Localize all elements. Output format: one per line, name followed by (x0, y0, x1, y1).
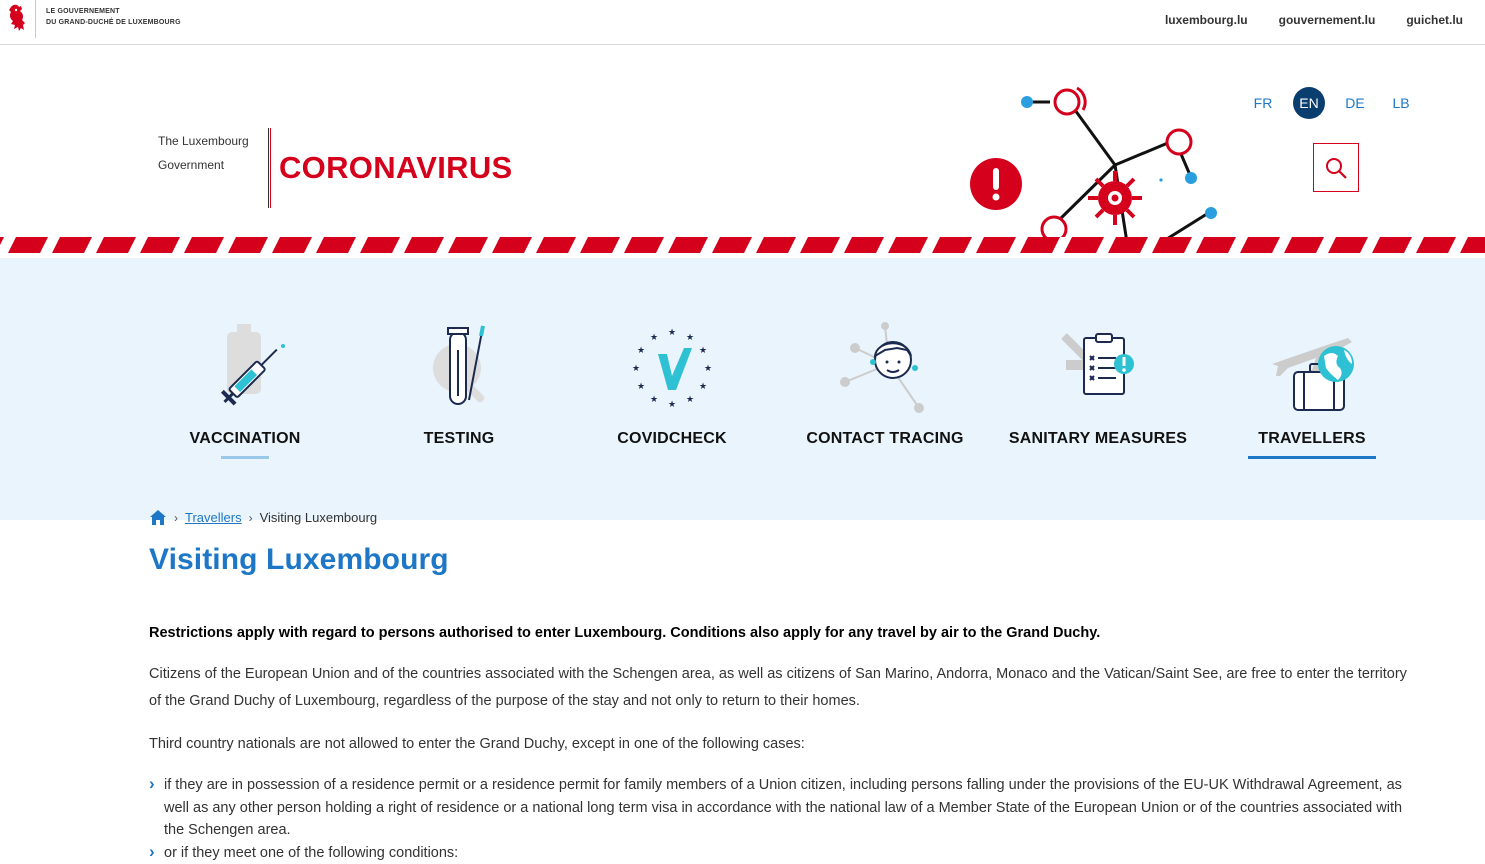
link-luxembourg-lu[interactable]: luxembourg.lu (1165, 13, 1248, 27)
paragraph-third-country: Third country nationals are not allowed to enter the Grand Duchy, except in one of the following cases: (149, 731, 1414, 758)
list-item: › or if they meet one of the following conditions: (149, 842, 1414, 864)
search-icon (1324, 156, 1348, 180)
search-button[interactable] (1313, 143, 1359, 192)
government-name[interactable] (46, 6, 181, 28)
government-top-bar (0, 0, 1485, 45)
gov-name-line2: DU GRAND-DUCHÉ DE LUXEMBOURG (46, 17, 181, 28)
svg-text:★: ★ (668, 400, 676, 410)
gov-logo-divider (35, 0, 36, 38)
nav-contact-tracing-label: CONTACT TRACING (785, 430, 985, 448)
brand-line2: Government (158, 153, 258, 177)
red-lion-logo-icon[interactable] (4, 3, 30, 35)
lang-fr[interactable]: FR (1240, 87, 1286, 119)
conditions-list (149, 774, 1414, 864)
hazard-tape-divider (0, 237, 1485, 253)
link-gouvernement-lu[interactable]: gouvernement.lu (1279, 13, 1376, 27)
suitcase-globe-icon (1264, 320, 1360, 416)
nav-sanitary-measures[interactable] (998, 320, 1198, 462)
syringe-icon (197, 320, 293, 416)
virus-network-illustration-icon (965, 80, 1225, 245)
brand-subtitle[interactable] (158, 129, 258, 177)
lead-paragraph: Restrictions apply with regard to persons authorised to enter Luxembourg. Conditions also apply for any travel by air to the Grand Duchy. (149, 620, 1414, 647)
nav-covidcheck[interactable] (572, 320, 772, 462)
svg-text:★: ★ (650, 395, 658, 405)
nav-vaccination-label: VACCINATION (145, 430, 345, 448)
nav-contact-tracing[interactable] (785, 320, 985, 462)
theme-navigation (0, 258, 1485, 520)
nav-travellers-active-indicator (1248, 456, 1376, 459)
checklist-icon (1050, 320, 1146, 416)
page-title: Visiting Luxembourg (149, 543, 449, 577)
svg-text:★: ★ (686, 333, 694, 343)
article-content (149, 620, 1414, 864)
brand-divider (268, 128, 271, 208)
language-switcher (1240, 87, 1424, 119)
nav-testing[interactable] (359, 320, 559, 462)
svg-text:★: ★ (632, 364, 640, 374)
nav-sanitary-measures-label: SANITARY MEASURES (998, 430, 1198, 448)
portal-links (1165, 13, 1463, 27)
svg-text:★: ★ (637, 382, 645, 392)
lang-de[interactable]: DE (1332, 87, 1378, 119)
nav-vaccination-hover-indicator (221, 456, 269, 459)
lang-en[interactable]: EN (1293, 87, 1325, 119)
lang-lb[interactable]: LB (1378, 87, 1424, 119)
svg-text:★: ★ (699, 346, 707, 356)
link-guichet-lu[interactable]: guichet.lu (1406, 13, 1463, 27)
nav-vaccination[interactable] (145, 320, 345, 462)
breadcrumb (149, 509, 377, 526)
nav-travellers-label: TRAVELLERS (1212, 430, 1412, 448)
svg-text:★: ★ (699, 382, 707, 392)
contact-tracing-icon (837, 320, 933, 416)
nav-travellers[interactable] (1212, 320, 1412, 462)
site-header (0, 45, 1485, 240)
svg-text:★: ★ (637, 346, 645, 356)
nav-covidcheck-label: COVIDCHECK (572, 430, 772, 448)
breadcrumb-chevron-icon: › (174, 511, 178, 525)
test-tube-icon (411, 320, 507, 416)
home-icon[interactable] (149, 509, 167, 526)
breadcrumb-chevron-icon: › (249, 511, 253, 525)
breadcrumb-travellers-link[interactable]: Travellers (185, 510, 242, 525)
gov-name-line1: LE GOUVERNEMENT (46, 6, 181, 17)
svg-text:★: ★ (650, 333, 658, 343)
site-title[interactable]: CORONAVIRUS (279, 150, 513, 186)
svg-text:★: ★ (668, 328, 676, 338)
nav-testing-label: TESTING (359, 430, 559, 448)
list-item: › if they are in possession of a residence permit or a residence permit for family members of a Union citizen, including persons falling under the provisions of the EU-UK Withdrawal Agreement, as well as any other person holding a right of residence or a national long term visa in accordance with the national law of a Member State of the European Union or of the countries associated with the Schengen area. (149, 774, 1414, 842)
covidcheck-icon (624, 320, 720, 416)
paragraph-eu-citizens: Citizens of the European Union and of the countries associated with the Schengen area, as well as citizens of San Marino, Andorra, Monaco and the Vatican/Saint See, are free to enter the territory of the Grand Duchy of Luxembourg, regardless of the purpose of the stay and not only to return to their homes. (149, 661, 1414, 715)
svg-text:★: ★ (686, 395, 694, 405)
brand-line1: The Luxembourg (158, 129, 258, 153)
breadcrumb-current: Visiting Luxembourg (260, 510, 378, 525)
svg-text:★: ★ (704, 364, 712, 374)
